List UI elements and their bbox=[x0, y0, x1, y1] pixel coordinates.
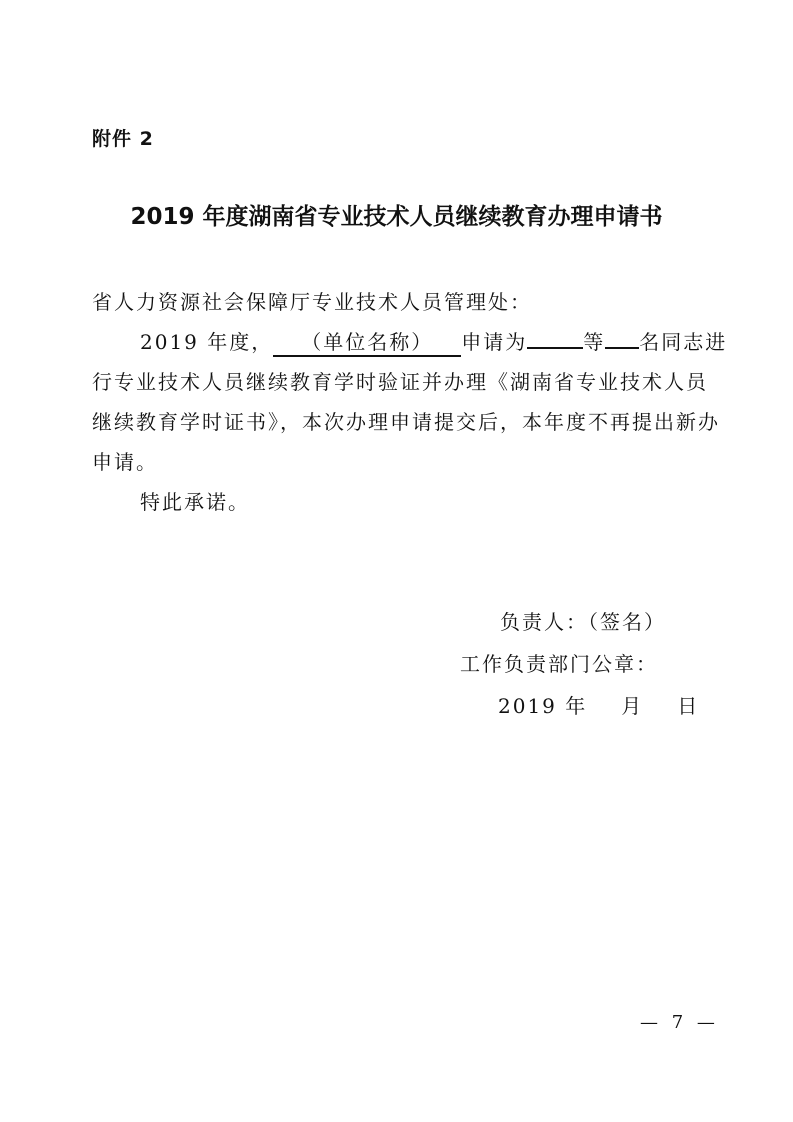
body-line-1 bbox=[140, 322, 752, 362]
attachment-label: 附件 2 bbox=[92, 128, 154, 150]
line1-suffix: 名同志进 bbox=[639, 330, 728, 354]
signature-person: 负责人：（签名） bbox=[500, 610, 666, 634]
deng-text: 等 bbox=[583, 330, 606, 354]
signature-date bbox=[498, 690, 699, 719]
body-line-2: 行专业技术人员继续教育学时验证并办理《湖南省专业技术人员 bbox=[92, 370, 708, 394]
apply-text: 申请为 bbox=[461, 330, 528, 354]
body-line-3: 继续教育学时证书》，本次办理申请提交后，本年度不再提出新办 bbox=[92, 410, 720, 434]
unit-name-blank[interactable]: （单位名称） bbox=[273, 329, 461, 357]
date-day: 日 bbox=[677, 694, 700, 718]
date-month: 月 bbox=[621, 694, 644, 718]
body-line-4: 申请。 bbox=[92, 450, 158, 474]
year-prefix: 2019 年度， bbox=[140, 330, 274, 354]
applicant-name-blank[interactable] bbox=[527, 347, 583, 349]
date-year: 2019 年 bbox=[498, 694, 588, 718]
page-number: — 7 — bbox=[640, 1012, 719, 1033]
salutation: 省人力资源社会保障厅专业技术人员管理处： bbox=[92, 290, 532, 314]
closing-statement: 特此承诺。 bbox=[140, 490, 250, 514]
document-title: 2019 年度湖南省专业技术人员继续教育办理申请书 bbox=[130, 204, 663, 230]
signature-seal: 工作负责部门公章： bbox=[460, 652, 658, 676]
count-blank[interactable] bbox=[605, 347, 639, 349]
